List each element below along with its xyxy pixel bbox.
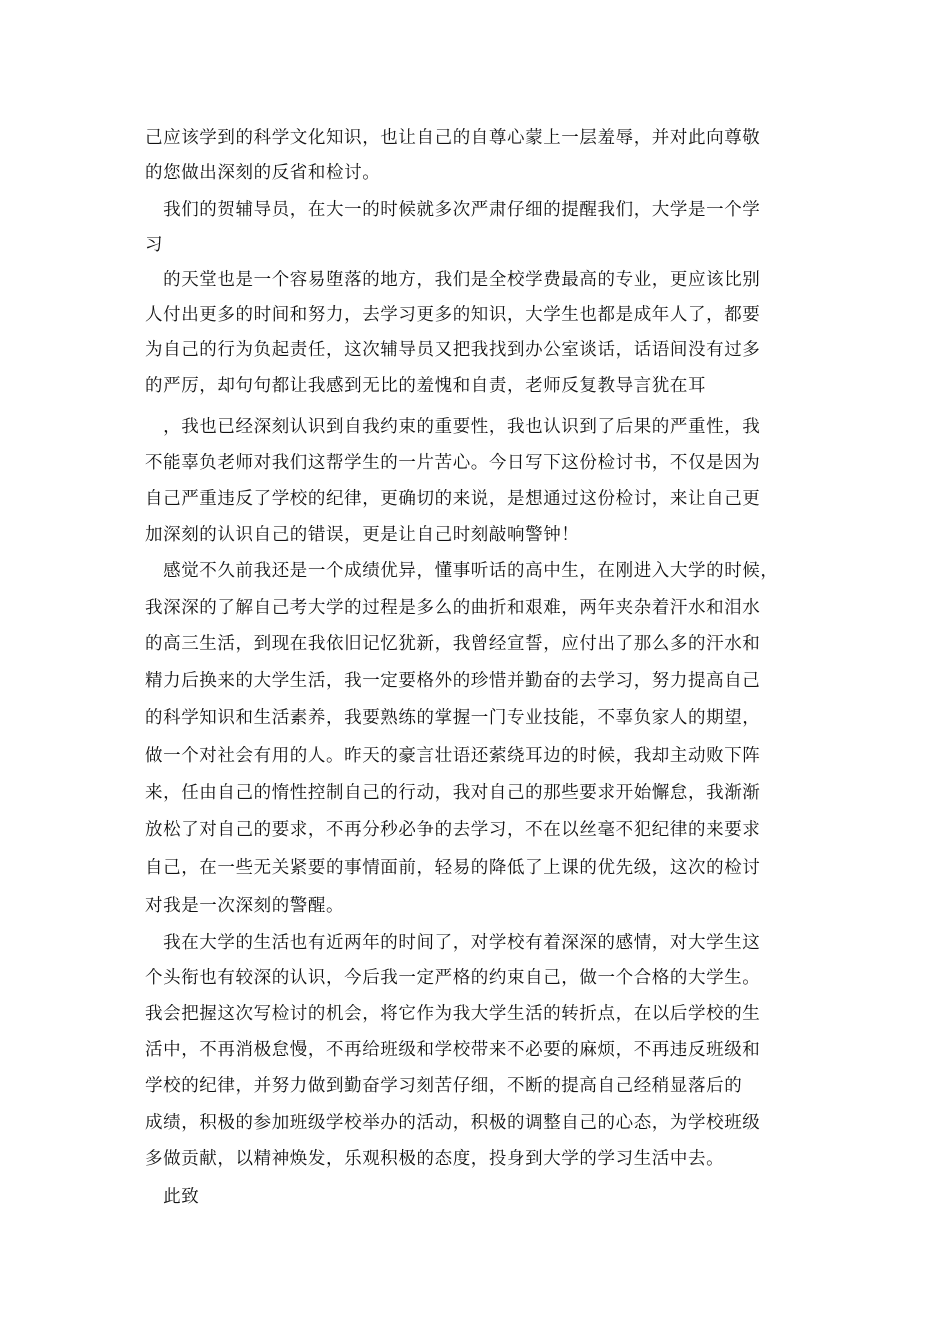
text-line: 为自己的行为负起责任，这次辅导员又把我找到办公室谈话，话语间没有过多: [145, 340, 761, 360]
text-line: ，我也已经深刻认识到自我约束的重要性，我也认识到了后果的严重性，我: [145, 417, 761, 437]
text-line: 习: [145, 235, 164, 255]
text-line: 的天堂也是一个容易堕落的地方，我们是全校学费最高的专业，更应该比别: [145, 270, 761, 290]
text-line: 成绩，积极的参加班级学校举办的活动，积极的调整自己的心态，为学校班级: [145, 1113, 761, 1133]
text-line: 此致: [145, 1187, 200, 1207]
text-line: 的您做出深刻的反省和检讨。: [145, 163, 381, 183]
text-line: 放松了对自己的要求，不再分秒必争的去学习，不在以丝毫不犯纪律的来要求: [145, 820, 761, 840]
text-line: 多做贡献，以精神焕发，乐观积极的态度，投身到大学的学习生活中去。: [145, 1149, 725, 1169]
text-line: 精力后换来的大学生活，我一定要格外的珍惜并勤奋的去学习，努力提高自己: [145, 671, 761, 691]
text-line: 自己，在一些无关紧要的事情面前，轻易的降低了上课的优先级，这次的检讨: [145, 858, 761, 878]
text-line: 己应该学到的科学文化知识，也让自己的自尊心蒙上一层羞辱，并对此向尊敬: [145, 128, 761, 148]
text-line: 人付出更多的时间和努力，去学习更多的知识，大学生也都是成年人了，都要: [145, 305, 761, 325]
text-line: 的科学知识和生活素养，我要熟练的掌握一门专业技能，不辜负家人的期望，: [145, 708, 761, 728]
text-line: 加深刻的认识自己的错误，更是让自己时刻敲响警钟！: [145, 525, 580, 545]
text-line: 不能辜负老师对我们这帮学生的一片苦心。今日写下这份检讨书，不仅是因为: [145, 453, 761, 473]
text-line: 个头衔也有较深的认识，今后我一定严格的约束自己，做一个合格的大学生。: [145, 968, 761, 988]
text-line: 来，任由自己的惰性控制自己的行动，我对自己的那些要求开始懈怠，我渐渐: [145, 783, 761, 803]
text-line: 感觉不久前我还是一个成绩优异，懂事听话的高中生，在刚进入大学的时候，: [145, 561, 779, 581]
text-line: 对我是一次深刻的警醒。: [145, 896, 345, 916]
text-line: 学校的纪律，并努力做到勤奋学习刻苦仔细，不断的提高自己经稍显落后的: [145, 1076, 743, 1096]
text-line: 的高三生活，到现在我依旧记忆犹新，我曾经宣誓，应付出了那么多的汗水和: [145, 634, 761, 654]
text-line: 活中，不再消极怠慢，不再给班级和学校带来不必要的麻烦，不再违反班级和: [145, 1040, 761, 1060]
text-line: 做一个对社会有用的人。昨天的豪言壮语还萦绕耳边的时候，我却主动败下阵: [145, 746, 761, 766]
text-line: 的严厉，却句句都让我感到无比的羞愧和自责，老师反复教导言犹在耳: [145, 376, 707, 396]
text-line: 我在大学的生活也有近两年的时间了，对学校有着深深的感情，对大学生这: [145, 933, 761, 953]
text-line: 我们的贺辅导员，在大一的时候就多次严肃仔细的提醒我们，大学是一个学: [145, 200, 761, 220]
text-line: 我深深的了解自己考大学的过程是多么的曲折和艰难，两年夹杂着汗水和泪水: [145, 598, 761, 618]
text-line: 我会把握这次写检讨的机会，将它作为我大学生活的转折点，在以后学校的生: [145, 1004, 761, 1024]
text-line: 自己严重违反了学校的纪律，更确切的来说，是想通过这份检讨，来让自己更: [145, 489, 761, 509]
